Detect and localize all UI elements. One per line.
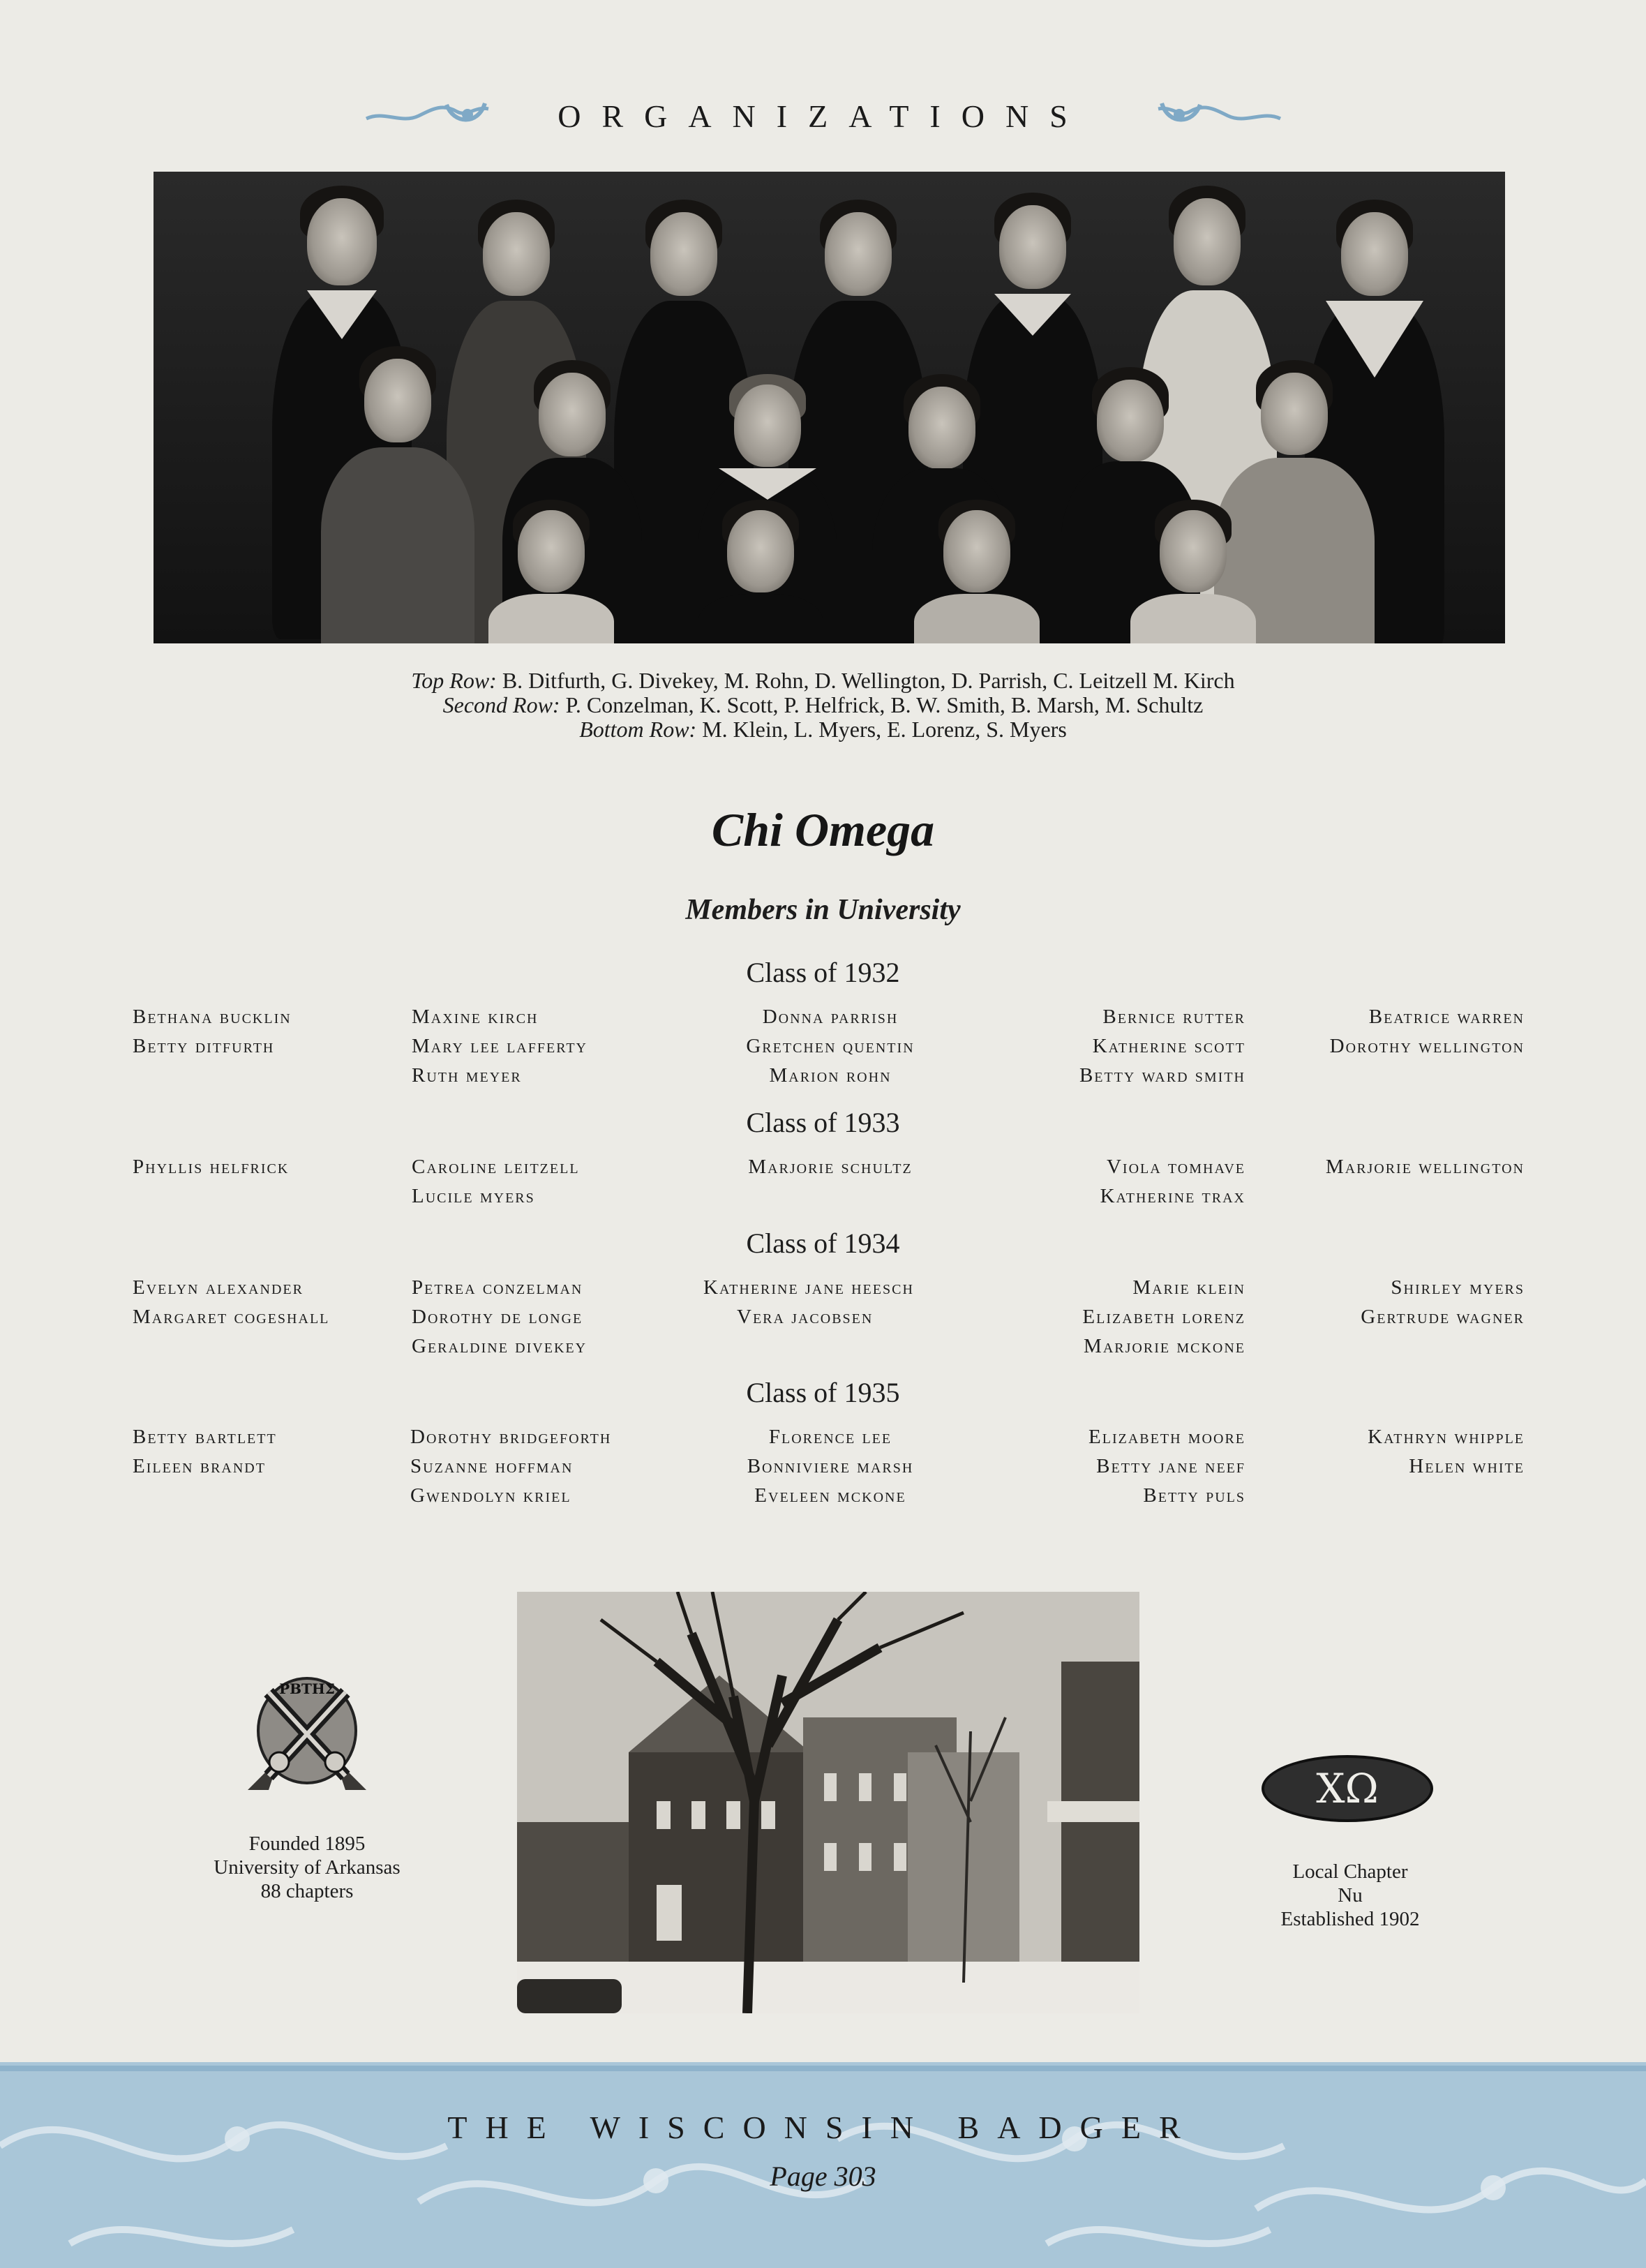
photo-person (1123, 500, 1263, 643)
local-chapter-name: Nu (1338, 1884, 1363, 1907)
caption-row-names: M. Klein, L. Myers, E. Lorenz, S. Myers (702, 717, 1067, 742)
names-col-1935-2 (410, 1422, 689, 1510)
member-name: Shirley myers (1391, 1276, 1525, 1299)
names-col-1932-2 (412, 1002, 677, 1090)
chapter-title: Chi Omega (711, 803, 935, 856)
group-photo (154, 172, 1505, 643)
member-name: Dorothy wellington (1329, 1035, 1525, 1057)
founded-info (167, 1832, 447, 1903)
member-name: Lucile myers (412, 1185, 535, 1207)
crest-lettering: ΡΒΤΗΣ (279, 1680, 335, 1697)
member-name: Elizabeth lorenz (1082, 1306, 1245, 1328)
page-header-title: ORGANIZATIONS (558, 98, 1088, 134)
caption-top-row (0, 668, 1646, 694)
member-name: Petrea conzelman (412, 1276, 583, 1299)
names-col-1934-1 (133, 1273, 398, 1331)
caption-bottom-row (0, 717, 1646, 743)
member-name: Eileen brandt (133, 1455, 266, 1477)
member-name: Mary lee lafferty (412, 1035, 588, 1057)
member-name: Bonniviere marsh (747, 1455, 914, 1477)
photo-person (691, 500, 830, 643)
caption-row-label: Second Row: (442, 692, 560, 717)
caption-second-row (0, 692, 1646, 718)
member-name: Marjorie mckone (1084, 1335, 1245, 1357)
chi-omega-letters-badge: ΧΩ (1262, 1755, 1433, 1822)
chi-omega-crest-icon (241, 1671, 373, 1797)
chapter-house-photo (517, 1592, 1139, 2013)
chapter-count: 88 chapters (260, 1880, 354, 1902)
names-col-1932-4 (963, 1002, 1245, 1090)
member-name: Vera jacobsen (737, 1306, 874, 1328)
member-name: Katherine jane heesch (703, 1276, 914, 1299)
names-col-1935-4 (963, 1422, 1245, 1510)
member-name: caroline leitzell (412, 1156, 580, 1178)
member-name: Florence lee (768, 1426, 892, 1448)
names-col-1935-5 (1256, 1422, 1525, 1481)
names-col-1932-3 (691, 1002, 970, 1090)
photo-person (481, 500, 621, 643)
member-name: Helen white (1409, 1455, 1525, 1477)
member-name: viola tomhave (1106, 1156, 1245, 1178)
class-heading-1932: Class of 1932 (746, 957, 900, 988)
names-col-1934-2 (412, 1273, 677, 1361)
member-name: Maxine kirch (412, 1006, 539, 1028)
member-name: Kathryn whipple (1368, 1426, 1525, 1448)
local-chapter-label: Local Chapter (1292, 1860, 1408, 1883)
member-name: Suzanne hoffman (410, 1455, 574, 1477)
member-name: Phyllis helfrick (133, 1156, 290, 1178)
house-illustration (517, 1592, 1139, 2013)
caption-row-names: P. Conzelman, K. Scott, P. Helfrick, B. W. Smith, B. Marsh, M. Schultz (565, 692, 1204, 717)
member-name: Beatrice warren (1368, 1006, 1525, 1028)
names-col-1933-5 (1256, 1152, 1525, 1181)
members-heading: Members in University (685, 894, 961, 926)
member-name: Betty ward smith (1079, 1064, 1245, 1087)
member-name: Bethana bucklin (133, 1006, 292, 1028)
local-chapter-info (1211, 1860, 1490, 1931)
footer-top-rule (0, 2066, 1646, 2071)
member-name: Gwendolyn kriel (410, 1484, 571, 1507)
names-col-1932-1 (133, 1002, 398, 1061)
caption-row-names: B. Ditfurth, G. Divekey, M. Rohn, D. Wellington, D. Parrish, C. Leitzell M. Kirch (502, 668, 1235, 693)
member-name: Gertrude wagner (1361, 1306, 1525, 1328)
member-name: Marjorie wellington (1325, 1156, 1525, 1178)
local-established: Established 1902 (1280, 1908, 1420, 1930)
founded-year: Founded 1895 (248, 1833, 366, 1855)
caption-row-label: Top Row: (411, 668, 497, 693)
names-col-1935-3 (691, 1422, 970, 1510)
member-name: Betty puls (1143, 1484, 1245, 1507)
member-name: Gretchen quentin (746, 1035, 915, 1057)
class-heading-1933: Class of 1933 (746, 1107, 900, 1138)
member-name: Katherine trax (1100, 1185, 1245, 1207)
member-name: Ruth meyer (412, 1064, 522, 1087)
names-col-1933-4 (963, 1152, 1245, 1211)
names-col-1935-1 (133, 1422, 398, 1481)
member-name: Betty ditfurth (133, 1035, 275, 1057)
page-number: Page 303 (770, 2161, 876, 2192)
member-name: Marie klein (1132, 1276, 1245, 1299)
names-col-1934-5 (1256, 1273, 1525, 1331)
member-name: Dorothy bridgeforth (410, 1426, 612, 1448)
member-name: Katherine scott (1092, 1035, 1245, 1057)
names-col-1933-1 (133, 1152, 398, 1181)
class-heading-1935: Class of 1935 (746, 1377, 900, 1408)
names-col-1933-2 (412, 1152, 677, 1211)
member-name: Donna parrish (762, 1006, 899, 1028)
member-name: Marion rohn (769, 1064, 892, 1087)
member-name: Bernice rutter (1102, 1006, 1245, 1028)
member-name: Margaret cogeshall (133, 1306, 330, 1328)
member-name: Elizabeth moore (1088, 1426, 1245, 1448)
names-col-1933-3 (691, 1152, 970, 1181)
names-col-1934-3 (703, 1273, 982, 1331)
member-name: Marjorie schultz (748, 1156, 913, 1178)
member-name: Eveleen mckone (754, 1484, 906, 1507)
member-name: Betty bartlett (133, 1426, 277, 1448)
photo-person (321, 346, 474, 643)
names-col-1932-5 (1256, 1002, 1525, 1061)
member-name: Geraldine divekey (412, 1335, 588, 1357)
publication-title: THE WISCONSIN BADGER (447, 2110, 1199, 2145)
right-scroll-ornament (1151, 96, 1284, 131)
photo-person (907, 500, 1047, 643)
member-name: Dorothy de longe (412, 1306, 583, 1328)
caption-row-label: Bottom Row: (579, 717, 697, 742)
member-name: Evelyn alexander (133, 1276, 304, 1299)
founded-university: University of Arkansas (214, 1856, 401, 1879)
class-heading-1934: Class of 1934 (746, 1228, 900, 1259)
names-col-1934-4 (963, 1273, 1245, 1361)
member-name: Betty jane neef (1096, 1455, 1245, 1477)
